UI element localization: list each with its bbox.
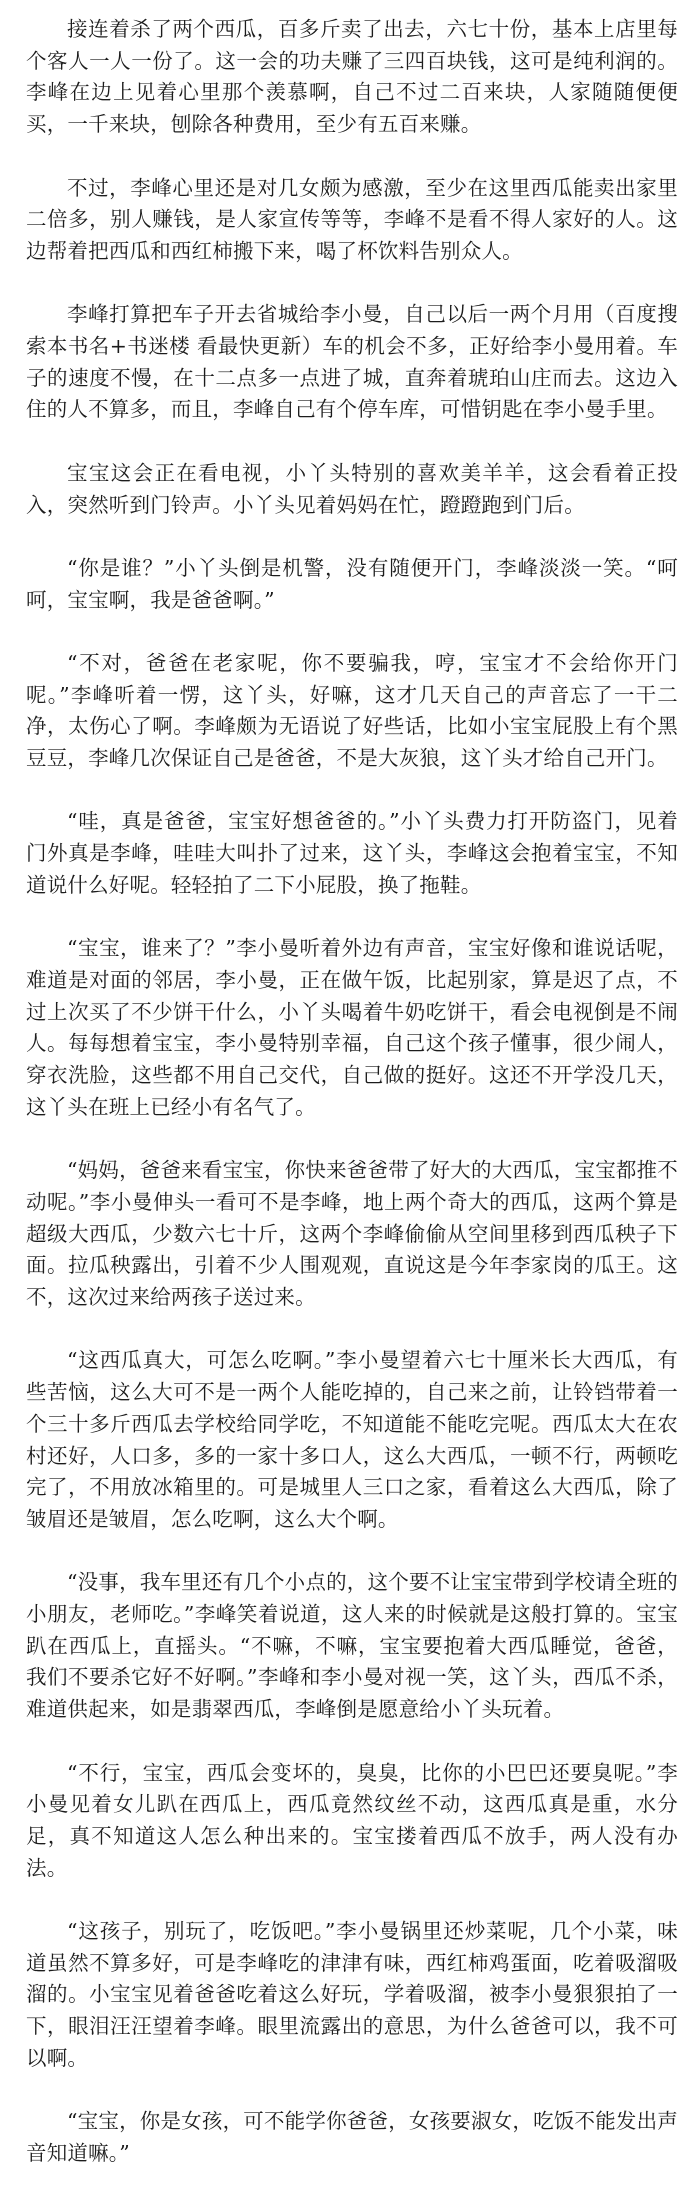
paragraph-8: “宝宝，谁来了？”李小曼听着外边有声音，宝宝好像和谁说话呢，难道是对面的邻居，李小曼，正在做午饭，比起别家，算是迟了点，不过上次买了不少饼干什么，小丫头喝着牛奶吃饼干，看会电视倒是不闹人。每每想着宝宝，李小曼特别幸福，自己这个孩子懂事，很少闹人，穿衣洗脸，这些都不用自己交代，自己做的挺好。这还不开学没几天，这丫头在班上已经小有名气了。 [26,936,678,1119]
paragraph-2: 不过，李峰心里还是对几女颇为感激，至少在这里西瓜能卖出家里二倍多，别人赚钱，是人家宣传等等，李峰不是看不得人家好的人。这边帮着把西瓜和西红柿搬下来，喝了杯饮料告别众人。 [26,175,678,263]
paragraph-6: “不对，爸爸在老家呢，你不要骗我，哼，宝宝才不会给你开门呢。”李峰听着一愣，这丫头，好嘛，这才几天自己的声音忘了一干二净，太伤心了啊。李峰颇为无语说了好些话，比如小宝宝屁股上有个黑豆豆，李峰几次保证自己是爸爸，不是大灰狼，这丫头才给自己开门。 [26,650,678,771]
paragraph-10: “这西瓜真大，可怎么吃啊。”李小曼望着六七十厘米长大西瓜，有些苦恼，这么大可不是一两个人能吃掉的，自己来之前，让铃铛带着一个三十多斤西瓜去学校给同学吃，不知道能不能吃完呢。西瓜太大在农村还好，人口多，多的一家十多口人，这么大西瓜，一顿不行，两顿吃完了，不用放冰箱里的。可是城里人三口之家，看着这么大西瓜，除了皱眉还是皱眉，怎么吃啊，这么大个啊。 [26,1348,678,1531]
paragraph-9: “妈妈，爸爸来看宝宝，你快来爸爸带了好大的大西瓜，宝宝都推不动呢。”李小曼伸头一看可不是李峰，地上两个奇大的西瓜，这两个算是超级大西瓜，少数六七十斤，这两个李峰偷偷从空间里移到西瓜秧子下面。拉瓜秧露出，引着不少人围观观，直说这是今年李家岗的瓜王。这不，这次过来给两孩子送过来。 [26,1158,678,1309]
paragraph-7: “哇，真是爸爸，宝宝好想爸爸的。”小丫头费力打开防盗门，见着门外真是李峰，哇哇大叫扑了过来，这丫头，李峰这会抱着宝宝，不知道说什么好呢。轻轻拍了二下小屁股，换了拖鞋。 [26,809,678,897]
paragraph-14: “宝宝，你是女孩，可不能学你爸爸，女孩要淑女，吃饭不能发出声音知道嘛。” [26,2109,678,2165]
paragraph-1: 接连着杀了两个西瓜，百多斤卖了出去，六七十份，基本上店里每个客人一人一份了。这一会的功夫赚了三四百块钱，这可是纯利润的。李峰在边上见着心里那个羡慕啊，自己不过二百来块，人家随随便便买，一千来块，刨除各种费用，至少有五百来赚。 [26,17,678,137]
paragraph-4: 宝宝这会正在看电视，小丫头特别的喜欢美羊羊，这会看着正投入，突然听到门铃声。小丫头见着妈妈在忙，蹬蹬跑到门后。 [26,460,678,517]
paragraph-13: “这孩子，别玩了，吃饭吧。”李小曼锅里还炒菜呢，几个小菜，味道虽然不算多好，可是李峰吃的津津有味，西红柿鸡蛋面，吃着吸溜吸溜的。小宝宝见着爸爸吃着这么好玩，学着吸溜，被李小曼狠狠拍了一下，眼泪汪汪望着李峰。眼里流露出的意思，为什么爸爸可以，我不可以啊。 [26,1919,678,2070]
paragraph-12: “不行，宝宝，西瓜会变坏的，臭臭，比你的小巴巴还要臭呢。”李小曼见着女儿趴在西瓜上，西瓜竟然纹丝不动，这西瓜真是重，水分足，真不知道这人怎么种出来的。宝宝搂着西瓜不放手，两人没有办法。 [26,1760,678,1880]
paragraph-11: “没事，我车里还有几个小点的，这个要不让宝宝带到学校请全班的小朋友，老师吃。”李峰笑着说道，这人来的时候就是这般打算的。宝宝趴在西瓜上，直摇头。“不嘛，不嘛，宝宝要抱着大西瓜睡觉，爸爸，我们不要杀它好不好啊。”李峰和李小曼对视一笑，这丫头，西瓜不杀，难道供起来，如是翡翠西瓜，李峰倒是愿意给小丫头玩着。 [26,1570,678,1722]
paragraph-5: “你是谁？”小丫头倒是机警，没有随便开门，李峰淡淡一笑。“呵呵，宝宝啊，我是爸爸啊。” [26,555,678,612]
paragraph-3: 李峰打算把车子开去省城给李小曼，自己以后一两个月用（百度搜索本书名+书迷楼 看最快更新）车的机会不多，正好给李小曼用着。车子的速度不慢，在十二点多一点进了城，直奔着琥珀山庄而去。这边入住的人不算多，而且，李峰自己有个停车库，可惜钥匙在李小曼手里。 [26,302,678,422]
